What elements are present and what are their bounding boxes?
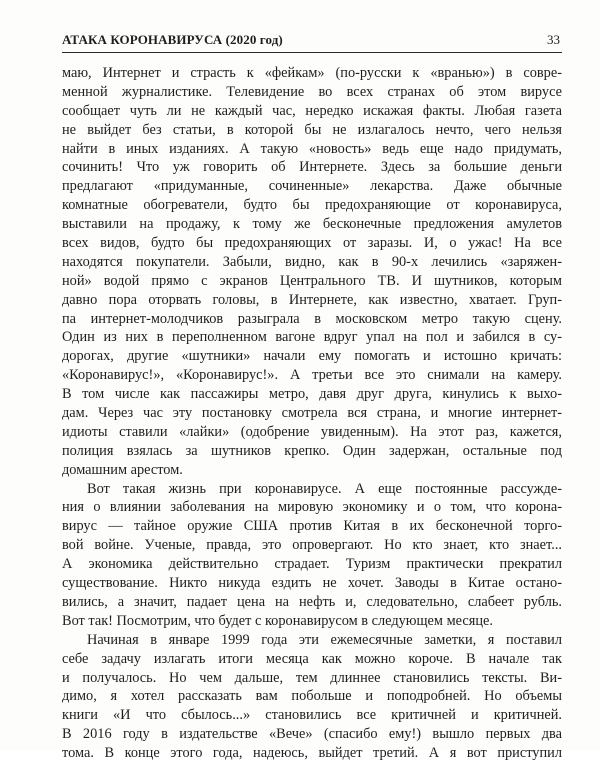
text-line: ной» водой прямо с экранов Центрального ТВ. И шутников, которым: [62, 272, 562, 289]
text-line: себе задачу излагать итоги месяца как можно короче. В начале так: [62, 650, 562, 667]
text-line: димо, я хотел рассказать вам побольше и поподробней. Но объемы: [62, 688, 562, 705]
body-text: [62, 64, 562, 763]
text-line: А экономика действительно страдает. Туризм практически прекратил: [62, 556, 562, 573]
text-line: па интернет-молодчиков разыграла в московском метро такую сцену.: [62, 310, 562, 327]
text-line: «Коронавирус!», «Коронавирус!». А третьи все это снимали на камеру.: [62, 367, 562, 384]
text-line: В том числе как пассажиры метро, давя друг друга, кинулись к выхо-: [62, 386, 562, 403]
text-line: ния о влиянии заболевания на мировую экономику и о том, что корона-: [62, 499, 562, 516]
text-line: предлагают «придуманные, сочиненные» лекарства. Даже обычные: [62, 178, 562, 195]
text-line: вой войне. Ученые, правда, это опровергают. Но кто знает, кто знает...: [62, 537, 562, 554]
text-line: выставили на продажу, к тому же бесконечные предложения амулетов: [62, 216, 562, 233]
text-line: домашним арестом.: [62, 461, 183, 478]
text-line: всех видов, будто бы предохраняющих от заразы. И, о ужас! На все: [62, 235, 562, 252]
text-line: вились, а значит, падает цена на нефть и, следовательно, слабеет рубль.: [62, 593, 562, 610]
text-line: и получалось. Но чем дальше, тем длиннее становились тексты. Ви-: [62, 669, 562, 686]
text-line: находятся покупатели. Забыли, видно, как в 90-х лечились «заряжен-: [62, 253, 562, 270]
running-title: АТАКА КОРОНАВИРУСА (2020 год): [62, 32, 283, 47]
text-line: В 2016 году в издательстве «Вече» (спасибо ему!) вышло первых два: [62, 726, 562, 743]
text-line: тома. В конце этого года, надеюсь, выйдет третий. А я вот приступил: [62, 745, 562, 762]
text-line: Один из них в переполненном вагоне вдруг упал на пол и забился в су-: [62, 329, 562, 346]
text-line: дорогах, другие «шутники» начали ему помогать и истошно кричать:: [62, 348, 562, 365]
text-line: вирус — тайное оружие США против Китая в их бесконечной торго-: [62, 518, 562, 535]
text-line: комнатные обогреватели, будто бы предохраняющие от коронавируса,: [62, 197, 562, 214]
text-line: полиция взялась за шутников крепко. Один задержан, остальные под: [62, 442, 562, 459]
text-line: дам. Через час эту постановку смотрела вся страна, и многие интернет-: [62, 405, 562, 422]
text-line: Вот такая жизнь при коронавирусе. А еще постоянные рассужде-: [87, 480, 562, 497]
text-line: книги «И что сбылось...» становились все критичней и критичней.: [62, 707, 562, 724]
text-line: Вот так! Посмотрим, что будет с коронавирусом в следующем месяце.: [62, 612, 493, 629]
text-line: Начиная в январе 1999 года эти ежемесячные заметки, я поставил: [87, 631, 562, 648]
text-line: найти в иных изданиях. А такую «новость» ведь еще надо придумать,: [62, 140, 562, 157]
text-line: давно пора оторвать головы, в Интернете, как известно, хватает. Груп-: [62, 291, 562, 308]
text-line: менной журналистике. Телевидение во всех странах об этом вирусе: [62, 83, 562, 100]
page-header: [62, 30, 562, 53]
text-line: сочинить! Что уж говорить об Интернете. Здесь за большие деньги: [62, 159, 562, 176]
text-line: не выйдет без статьи, в которой бы не излагалось нечто, чего нельзя: [62, 121, 562, 138]
text-line: маю, Интернет и страсть к «фейкам» (по-русски к «вранью») в совре-: [62, 65, 562, 81]
text-line: идиоты ставили «лайки» (одобрение увиденным). На этот раз, кажется,: [62, 423, 562, 440]
page-number: 33: [547, 32, 560, 47]
text-line: существование. Никто никуда ездить не хочет. Заводы в Китае остано-: [62, 575, 562, 592]
text-line: сообщает чуть ли не каждый час, нередко искажая факты. Любая газета: [62, 102, 562, 119]
